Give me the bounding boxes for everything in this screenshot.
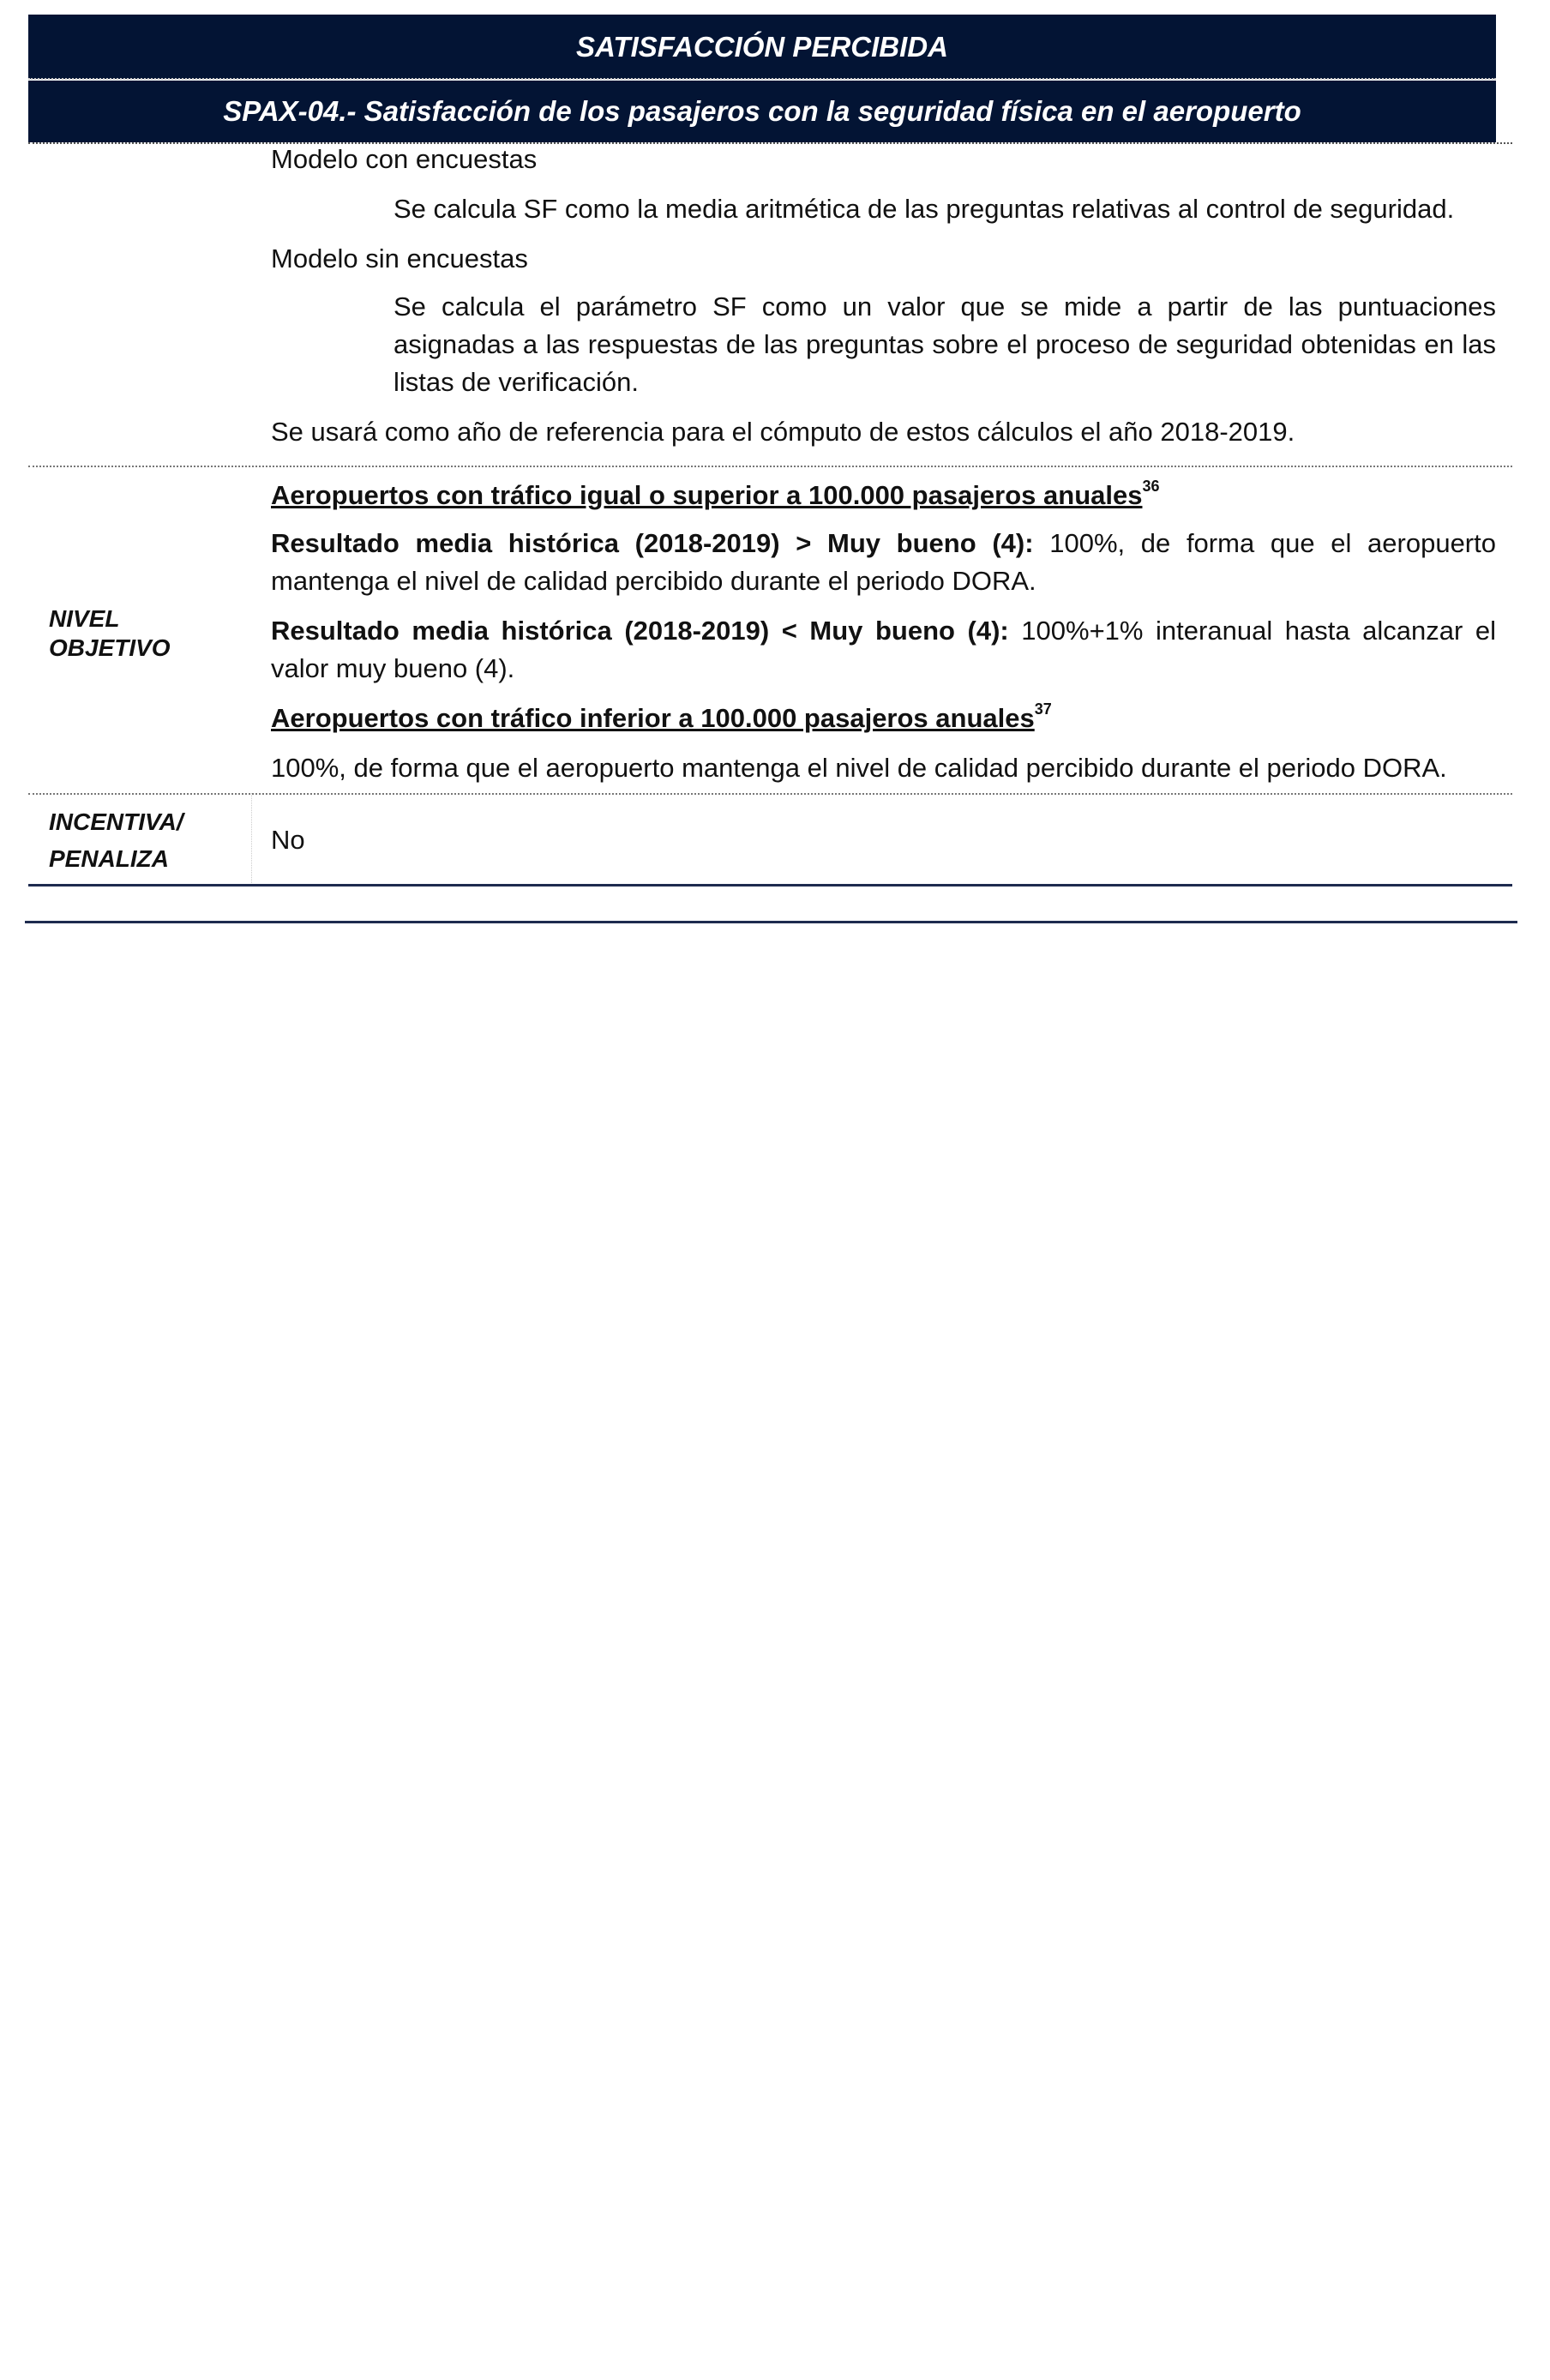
model-with-surveys-heading: Modelo con encuestas xyxy=(271,144,538,174)
result-above-label: Resultado media histórica (2018-2019) > Muy bueno (4): xyxy=(271,528,1034,558)
incentive-label-line2: PENALIZA xyxy=(49,845,169,872)
indicator-title: SPAX-04.- Satisfacción de los pasajeros con la seguridad física en el aeropuerto xyxy=(28,81,1496,142)
high-traffic-heading-text: Aeropuertos con tráfico igual o superior a 100.000 pasajeros anuales xyxy=(271,480,1143,510)
header-bottom-divider xyxy=(28,142,1512,144)
low-traffic-heading-text: Aeropuertos con tráfico inferior a 100.000 pasajeros anuales xyxy=(271,703,1035,733)
incentive-value: No xyxy=(271,825,305,855)
section-title: SATISFACCIÓN PERCIBIDA xyxy=(28,15,1496,79)
row-divider xyxy=(28,466,1512,467)
high-traffic-heading xyxy=(271,477,1160,514)
model-without-surveys-description: Se calcula el parámetro SF como un valor que se mide a partir de las puntuaciones asignadas a las respuestas de las preguntas sobre el proceso de seguridad obtenidas en las listas de verificación. xyxy=(394,291,1496,397)
result-above-paragraph xyxy=(271,525,1496,600)
table-bottom-rule xyxy=(28,884,1512,886)
result-above-text: 100%, de forma que el aeropuerto mantenga el nivel de calidad percibido durante el periodo DORA. xyxy=(271,528,1496,596)
page-section-rule xyxy=(25,921,1517,923)
low-traffic-text: 100%, de forma que el aeropuerto mantenga el nivel de calidad percibido durante el periodo DORA. xyxy=(271,753,1447,783)
footnote-36: 36 xyxy=(1142,477,1160,495)
reference-year-note: Se usará como año de referencia para el cómputo de estos cálculos el año 2018-2019. xyxy=(271,417,1295,447)
target-level-label: NIVEL OBJETIVO xyxy=(49,605,171,661)
footnote-37: 37 xyxy=(1034,700,1052,718)
low-traffic-heading xyxy=(271,700,1052,737)
result-below-label: Resultado media histórica (2018-2019) < Muy bueno (4): xyxy=(271,616,1009,646)
model-with-surveys-description: Se calcula SF como la media aritmética de las preguntas relativas al control de seguridad. xyxy=(394,194,1455,224)
incentive-label-line1: INCENTIVA/ xyxy=(49,808,183,835)
result-below-paragraph xyxy=(271,612,1496,688)
model-without-surveys-heading: Modelo sin encuestas xyxy=(271,243,528,273)
result-below-text: 100%+1% interanual hasta alcanzar el valor muy bueno (4). xyxy=(271,616,1496,683)
column-divider xyxy=(251,793,252,885)
header-divider xyxy=(28,78,1496,80)
